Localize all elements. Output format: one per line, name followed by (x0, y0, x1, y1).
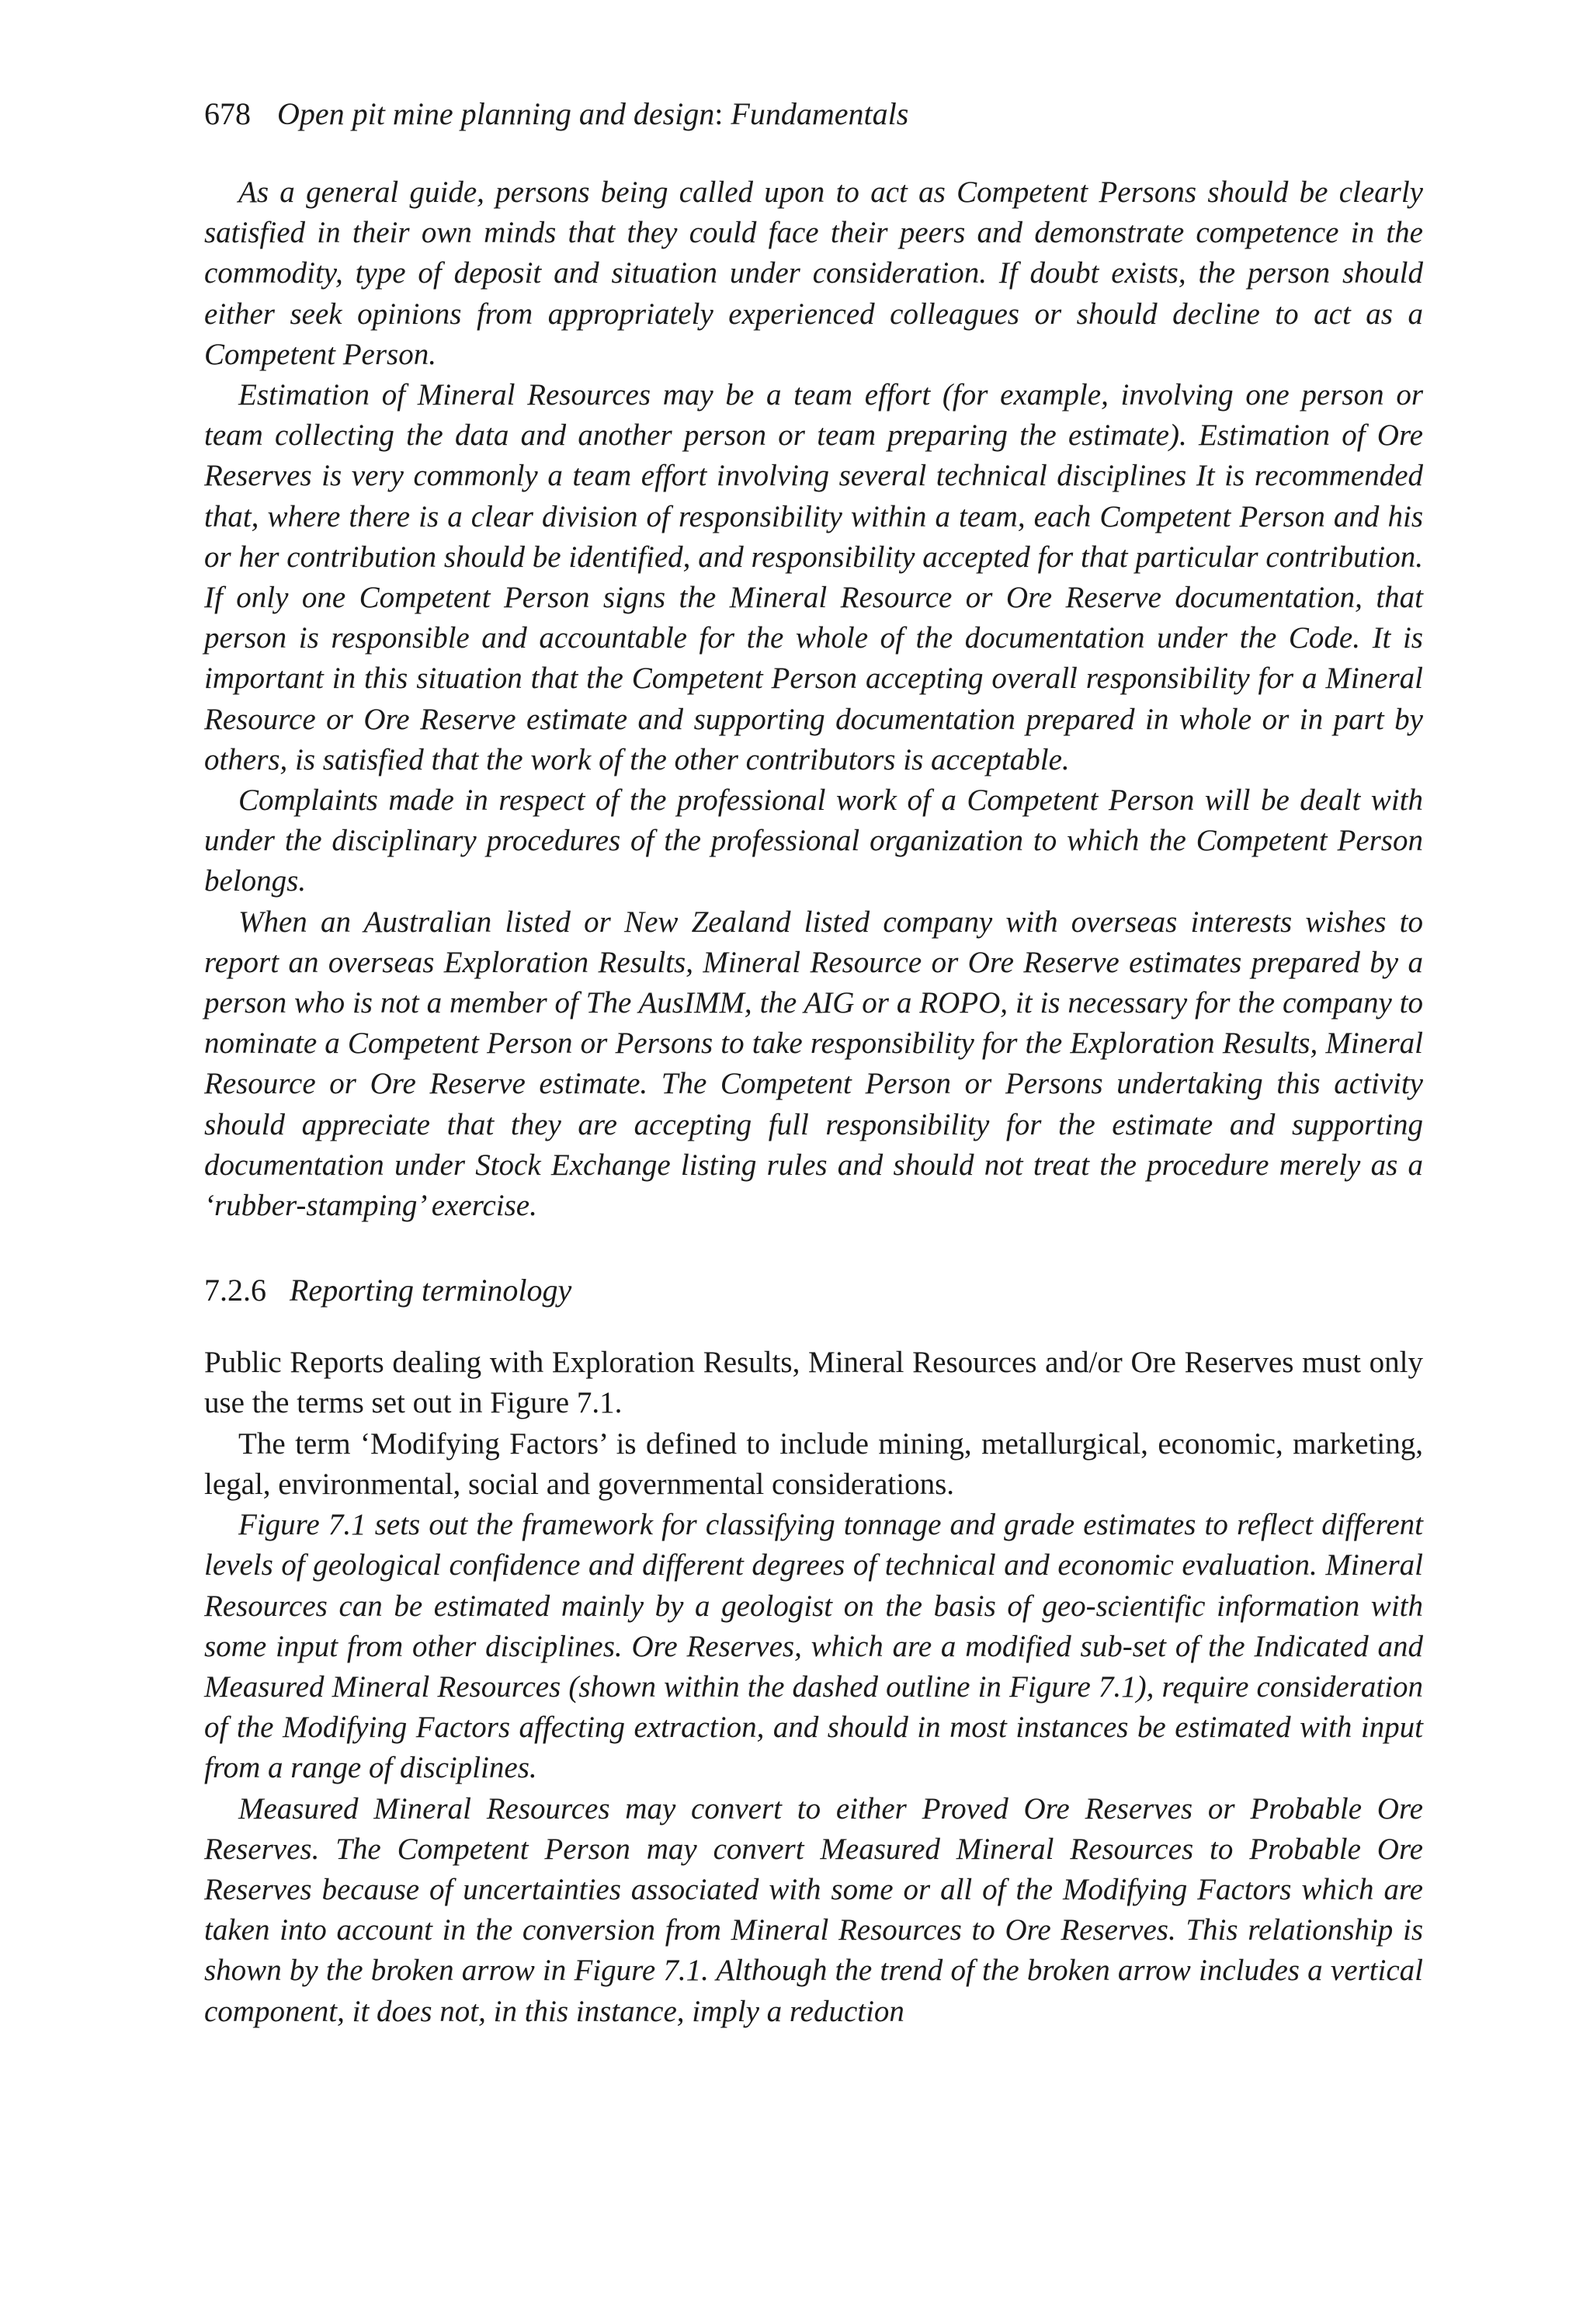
page-number: 678 (204, 96, 251, 131)
paragraph-overseas-reporting: When an Australian listed or New Zealand listed company with overseas interests wishes to report an overseas Exploration Results, Mineral Resource or Ore Reserve estimates prepared by a person who is not a member of The AusIMM, the AIG or a ROPO, it is necessary for the company to nominate a Competent Person or Persons to take responsibility for the Exploration Results, Mineral Resource or Ore Reserve estimate. The Competent Person or Persons undertaking this activity should appreciate that they are accepting full responsibility for the estimate and supporting documentation under Stock Exchange listing rules and should not treat the procedure merely as a ‘rubber-stamping’ exercise. (204, 905, 1423, 1223)
book-page (204, 93, 1423, 2032)
book-subtitle: Fundamentals (731, 96, 909, 131)
section-number: 7.2.6 (204, 1273, 266, 1308)
paragraph-measured-conversion: Measured Mineral Resources may convert to either Proved Ore Reserves or Probable Ore Reserves. The Competent Person may convert Measured Mineral Resources to Probable Ore Reserves because of uncertainties associated with some or all of the Modifying Factors which are taken into account in the conversion from Mineral Resources to Ore Reserves. This relationship is shown by the broken arrow in Figure 7.1. Although the trend of the broken arrow includes a vertical component, it does not, in this instance, imply a reduction (204, 1791, 1423, 2028)
paragraph-complaints: Complaints made in respect of the professional work of a Competent Person will be dealt with under the disciplinary procedures of the professional organization to which the Competent Person belongs. (204, 783, 1423, 898)
paragraph-public-reports: Public Reports dealing with Exploration Results, Mineral Resources and/or Ore Reserves must only use the terms set out in Figure 7.1. (204, 1346, 1423, 1420)
section-heading (204, 1270, 1423, 1311)
section-title: Reporting terminology (290, 1273, 572, 1308)
paragraph-modifying-factors: The term ‘Modifying Factors’ is defined to include mining, metallurgical, economic, marketing, legal, environmental, social and governmental considerations. (204, 1426, 1423, 1501)
paragraph-figure-framework: Figure 7.1 sets out the framework for classifying tonnage and grade estimates to reflect different levels of geological confidence and different degrees of technical and economic evaluation. Mineral Resources can be estimated mainly by a geologist on the basis of geo-scientific information with some input from other disciplines. Ore Reserves, which are a modified sub-set of the Indicated and Measured Mineral Resources (shown within the dashed outline in Figure 7.1), require consideration of the Modifying Factors affecting extraction, and should in most instances be estimated with input from a range of disciplines. (204, 1508, 1423, 1785)
running-head (204, 93, 1423, 135)
book-title: Open pit mine planning and design (277, 96, 715, 131)
paragraph-team-estimation: Estimation of Mineral Resources may be a team effort (for example, involving one person or team collecting the data and another person or team preparing the estimate). Estimation of Ore Reserves is very commonly a team effort involving several technical disciplines It is recommended that, where there is a clear division of responsibility within a team, each Competent Person and his or her contribution should be identified, and responsibility accepted for that particular contribution. If only one Competent Person signs the Mineral Resource or Ore Reserve documentation, that person is responsible and accountable for the whole of the documentation under the Code. It is important in this situation that the Competent Person accepting overall responsibility for a Mineral Resource or Ore Reserve estimate and supporting documentation prepared in whole or in part by others, is satisfied that the work of the other contributors is acceptable. (204, 378, 1423, 776)
title-separator: : (714, 96, 724, 131)
paragraph-competence-guide: As a general guide, persons being called upon to act as Competent Persons should be clearly satisfied in their own minds that they could face their peers and demonstrate competence in the commodity, type of deposit and situation under consideration. If doubt exists, the person should either seek opinions from appropriately experienced colleagues or should decline to act as a Competent Person. (204, 175, 1423, 371)
